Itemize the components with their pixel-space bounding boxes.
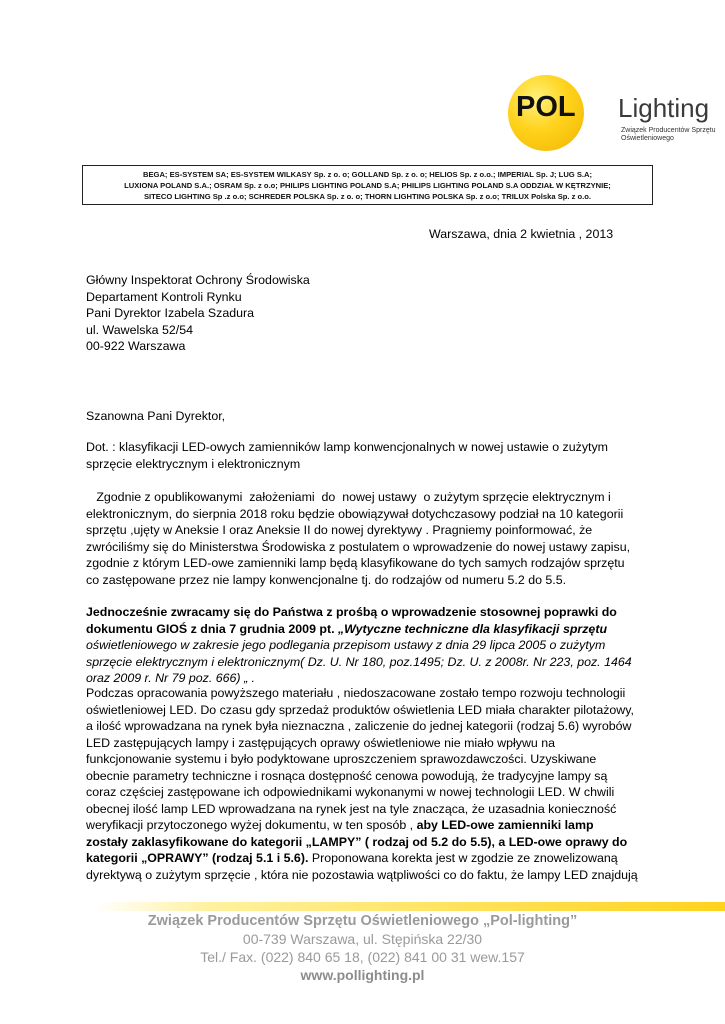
subject [86, 439, 646, 472]
subject-line: sprzęcie elektrycznym i elektronicznym [86, 456, 301, 471]
recipient-line: Departament Kontroli Rynku [86, 289, 242, 304]
paragraph-italic-text: „Wytyczne techniczne dla klasyfikacji sprzętu [337, 621, 608, 636]
footer-phone: Tel./ Fax. (022) 840 65 18, (022) 841 00 31 wew.157 [200, 949, 525, 965]
paragraph-text: Proponowana korekta jest w zgodzie ze znowelizowaną [308, 851, 618, 865]
recipient-address [86, 272, 310, 355]
footer-address: 00-739 Warszawa, ul. Stępińska 22/30 [242, 931, 483, 947]
paragraph-request [86, 604, 648, 687]
paragraph-line: sprzętu ,ujęty w Aneksie I oraz Aneksie II do nowej dyrektywy . Pragniemy poinformować, że [86, 523, 593, 537]
logo-subtitle-line: Oświetleniowego [621, 135, 674, 142]
footer [0, 912, 725, 984]
paragraph-line: Jednocześnie zwracamy się do Państwa z prośbą o wprowadzenie stosownej poprawki do [86, 605, 617, 619]
paragraph-text: weryfikacji przytoczonego wyżej dokumentu, w ten sposób , [86, 818, 417, 832]
recipient-line: ul. Wawelska 52/54 [86, 322, 193, 337]
paragraph-line: funkcjonowanie systemu i było podyktowane uproszczeniem sprawozdawczości. Uzyskiwane [86, 752, 597, 766]
members-line: BEGA; ES-SYSTEM SA; ES-SYSTEM WILKASY Sp. z o. o; GOLLAND Sp. z o. o; HELIOS Sp. z o.o.; IMPERIAL Sp. J; LUG S.A; [142, 170, 593, 179]
paragraph-bold-text: aby LED-owe zamienniki lamp [416, 818, 594, 832]
logo-subtitle [621, 127, 716, 143]
recipient-line: 00-922 Warszawa [86, 339, 186, 353]
pol-lighting-logo [508, 75, 716, 155]
logo-brand-light: Lighting [618, 93, 710, 123]
paragraph-line: co zastępowane przez nie lampy konwencjonalne tj. do rodzajów od numeru 5.2 do 5.5. [86, 572, 567, 587]
members-line: SITECO LIGHTING Sp .z o.o; SCHREDER POLSKA Sp. z o. o; THORN LIGHTING POLSKA Sp. z o.o; TRILUX Polska Sp. z o.o. [143, 192, 592, 201]
paragraph-line: Zgodnie z opublikowanymi założeniami do nowej ustawy o zużytym sprzęcie elektrycznym i [86, 490, 611, 504]
paragraph-bold-text: dokumentu GIOŚ z dnia 7 grudnia 2009 pt. [86, 621, 338, 636]
footer-organization: Związek Producentów Sprzętu Oświetleniowego „Pol-lighting” [147, 913, 578, 929]
paragraph-line: LED zastępujących lampy i zastępujących oprawy oświetleniowe nie miało wpływu na [86, 735, 556, 750]
paragraph-line: zgodnie z którym LED-owe zamienniki lamp będą klasyfikowane do tych samych rodzajów sprzętu [86, 556, 625, 570]
paragraph-line: a ilość wprowadzana na rynek była nieznaczna , zaliczenie do jednej kategorii (rodzaj 5.6) wyrobów [86, 719, 632, 733]
paragraph-line: oraz 2009 r. Nr 79 poz. 666) „ . [86, 671, 255, 685]
footer-divider [95, 902, 725, 911]
paragraph-line: obecnie parametry techniczne i rosnąca dostępność cenowa powodują, że tradycyjne lampy są [86, 768, 608, 783]
subject-line: Dot. : klasyfikacji LED-owych zamienników lamp konwencjonalnych w nowej ustawie o zużytym [86, 440, 608, 454]
paragraph-line: zostały zaklasyfikowane do kategorii „LAMPY” ( rodzaj od 5.2 do 5.5), a LED-owe oprawy do [86, 834, 628, 849]
footer-website-link[interactable]: www.pollighting.pl [300, 967, 425, 983]
paragraph-intro [86, 489, 646, 588]
paragraph-line: oświetleniowego w zakresie jego podlegania przepisom ustawy z dnia 29 lipca 2005 o zużytym [86, 638, 606, 652]
logo-brand-bold: POL [516, 91, 576, 123]
recipient-line: Główny Inspektorat Ochrony Środowiska [86, 273, 310, 287]
members-line: LUXIONA POLAND S.A.; OSRAM Sp. z o.o; PHILIPS LIGHTING POLAND S.A; PHILIPS LIGHTING POLAND S.A ODDZIAŁ W KĘTRZYNIE; [124, 181, 611, 190]
paragraph-line: coraz częściej zastępowane ich odpowiednikami wykonanymi w nowej technologii LED. W chwili [86, 785, 615, 799]
paragraph-justification [86, 685, 648, 883]
paragraph-bold-text: kategorii „OPRAWY” (rodzaj 5.1 i 5.6). [86, 851, 309, 865]
recipient-line: Pani Dyrektor Izabela Szadura [86, 306, 255, 320]
logo-subtitle-line: Związek Producentów Sprzętu [621, 127, 716, 134]
paragraph-line: Podczas opracowania powyższego materiału , niedoszacowane zostało tempo rozwoju technologii [86, 686, 626, 700]
paragraph-line: dyrektywą o zużytym sprzęcie , która nie pozostawia wątpliwości co do faktu, że lampy LED znajdują [86, 867, 638, 882]
paragraph-line: elektronicznym, do sierpnia 2018 roku będzie obowiązywał dotychczasowy podział na 10 kategorii [86, 506, 624, 521]
letter-date: Warszawa, dnia 2 kwietnia , 2013 [429, 227, 614, 241]
paragraph-line: obecnej ilość lamp LED wprowadzana na rynek jest na tyle znacząca, że uzasadnia konieczność [86, 801, 617, 816]
paragraph-line: zwróciliśmy się do Ministerstwa Środowiska z postulatem o wprowadzenie do nowej ustawy zapisu, [86, 539, 631, 554]
paragraph-line: oświetleniowej LED. Do czasu gdy sprzedaż produktów oświetlenia LED miała charakter pilotażowy, [86, 702, 634, 717]
member-companies-box [82, 165, 653, 205]
salutation: Szanowna Pani Dyrektor, [86, 409, 226, 423]
paragraph-line: sprzęcie elektrycznym i elektronicznym( Dz. U. Nr 180, poz.1495; Dz. U. z 2008r. Nr 223, poz. 1464 [86, 654, 632, 669]
